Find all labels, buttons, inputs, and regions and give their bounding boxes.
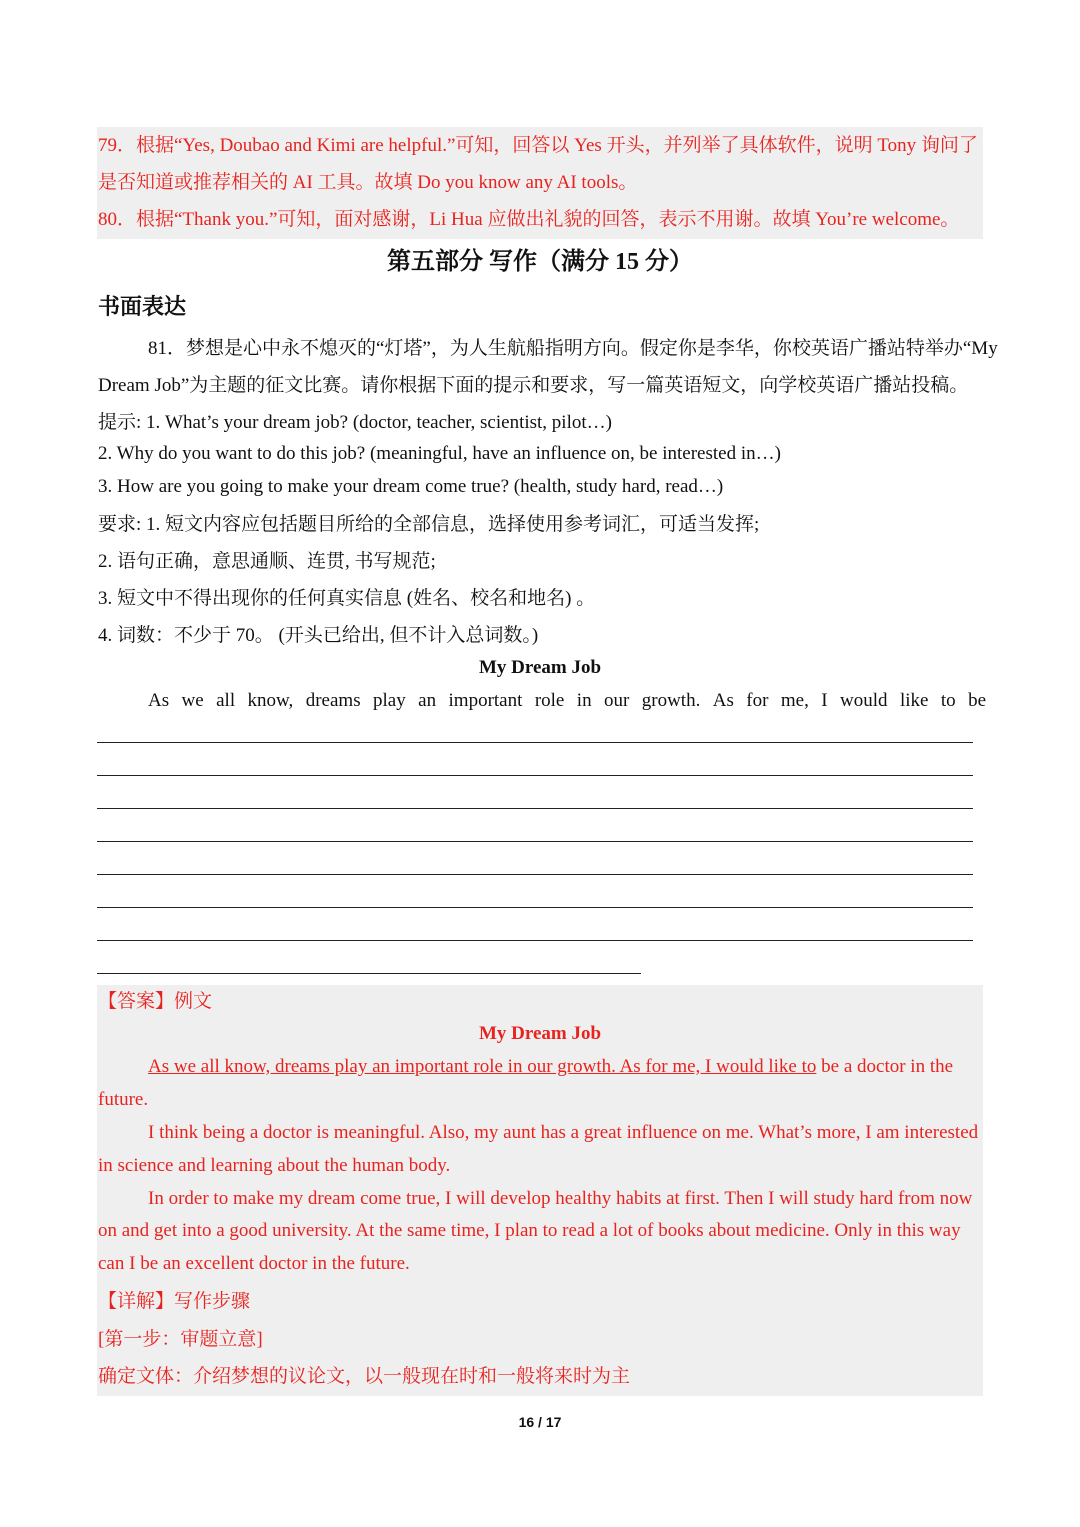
answer-p1-continuation: be a doctor in the bbox=[816, 1056, 954, 1077]
writing-line bbox=[97, 742, 973, 743]
answer-paragraph-2-line1: I think being a doctor is meaningful. Also, my aunt has a great influence on me. What’s more, I am interested bbox=[148, 1122, 979, 1143]
writing-line bbox=[97, 874, 973, 875]
starter-word: for bbox=[746, 690, 769, 711]
answer-essay-title: My Dream Job bbox=[478, 1023, 602, 1044]
question-prompt-line2: Dream Job”为主题的征文比赛。请你根据下面的提示和要求，写一篇英语短文，向学校英语广播站投稿。 bbox=[98, 375, 969, 396]
writing-line bbox=[97, 907, 973, 908]
requirement-1: 要求: 1. 短文内容应包括题目所给的全部信息，选择使用参考词汇，可适当发挥; bbox=[98, 514, 760, 535]
hint-1: 提示: 1. What’s your dream job? (doctor, teacher, scientist, pilot…) bbox=[98, 412, 612, 433]
starter-word: me, bbox=[780, 690, 809, 711]
answer-paragraph-1-line1 bbox=[148, 1056, 953, 1078]
answer-paragraph-3-line2: on and get into a good university. At the same time, I plan to read a lot of books about medicine. Only in this way bbox=[98, 1220, 961, 1241]
starter-word: we bbox=[181, 690, 204, 711]
writing-line bbox=[97, 775, 973, 776]
step-1-heading: [第一步：审题立意] bbox=[98, 1329, 263, 1350]
answer-paragraph-3-line3: can I be an excellent doctor in the future. bbox=[98, 1253, 410, 1274]
answer-79-line1: 79．根据“Yes, Doubao and Kimi are helpful.”可知，回答以 Yes 开头，并列举了具体软件，说明 Tony 询问了 bbox=[98, 135, 978, 156]
starter-word: to bbox=[940, 690, 956, 711]
starter-word: would bbox=[840, 690, 888, 711]
answer-label: 【答案】例文 bbox=[98, 991, 213, 1012]
writing-line bbox=[97, 808, 973, 809]
starter-word: play bbox=[373, 690, 406, 711]
starter-word: be bbox=[968, 690, 986, 711]
answer-80: 80．根据“Thank you.”可知，面对感谢，Li Hua 应做出礼貌的回答，表示不用谢。故填 You’re welcome。 bbox=[98, 209, 960, 230]
answer-paragraph-2-line2: in science and learning about the human body. bbox=[98, 1155, 451, 1176]
writing-line bbox=[97, 973, 641, 974]
starter-word: As bbox=[148, 690, 170, 711]
requirement-2: 2. 语句正确，意思通顺、连贯, 书写规范; bbox=[98, 551, 436, 572]
starter-word: growth. bbox=[641, 690, 701, 711]
starter-word: know, bbox=[247, 690, 294, 711]
hint-2: 2. Why do you want to do this job? (meaningful, have an influence on, be interested in…) bbox=[98, 443, 781, 464]
essay-title: My Dream Job bbox=[478, 657, 602, 678]
answer-paragraph-1-line2: future. bbox=[98, 1089, 149, 1110]
section-title: 第五部分 写作（满分 15 分） bbox=[387, 249, 693, 275]
hint-3: 3. How are you going to make your dream come true? (health, study hard, read…) bbox=[98, 476, 724, 497]
answer-paragraph-3-line1: In order to make my dream come true, I will develop healthy habits at first. Then I will study hard from now bbox=[148, 1188, 973, 1209]
starter-word: our bbox=[604, 690, 630, 711]
starter-word: an bbox=[418, 690, 437, 711]
requirement-3: 3. 短文中不得出现你的任何真实信息 (姓名、校名和地名) 。 bbox=[98, 588, 596, 609]
starter-word: all bbox=[216, 690, 236, 711]
starter-word: like bbox=[899, 690, 929, 711]
essay-starter-sentence bbox=[148, 690, 986, 712]
step-1-text: 确定文体：介绍梦想的议论文，以一般现在时和一般将来时为主 bbox=[98, 1366, 631, 1387]
starter-word: As bbox=[712, 690, 734, 711]
writing-line bbox=[97, 841, 973, 842]
starter-word: in bbox=[576, 690, 592, 711]
answer-underlined-starter: As we all know, dreams play an important role in our growth. As for me, I would like to bbox=[148, 1056, 817, 1077]
starter-word: dreams bbox=[305, 690, 361, 711]
answer-79-line2: 是否知道或推荐相关的 AI 工具。故填 Do you know any AI tools。 bbox=[98, 172, 638, 193]
starter-word: role bbox=[534, 690, 565, 711]
starter-word: important bbox=[448, 690, 523, 711]
starter-word: I bbox=[821, 690, 828, 711]
question-prompt-line1: 81．梦想是心中永不熄灭的“灯塔”，为人生航船指明方向。假定你是李华，你校英语广播站特举办“My bbox=[148, 338, 998, 359]
detail-label: 【详解】写作步骤 bbox=[98, 1291, 251, 1312]
section-subtitle: 书面表达 bbox=[98, 294, 187, 319]
requirement-4: 4. 词数：不少于 70。 (开头已给出, 但不计入总词数。) bbox=[98, 625, 539, 646]
writing-line bbox=[97, 940, 973, 941]
page-number: 16 / 17 bbox=[518, 1414, 562, 1430]
